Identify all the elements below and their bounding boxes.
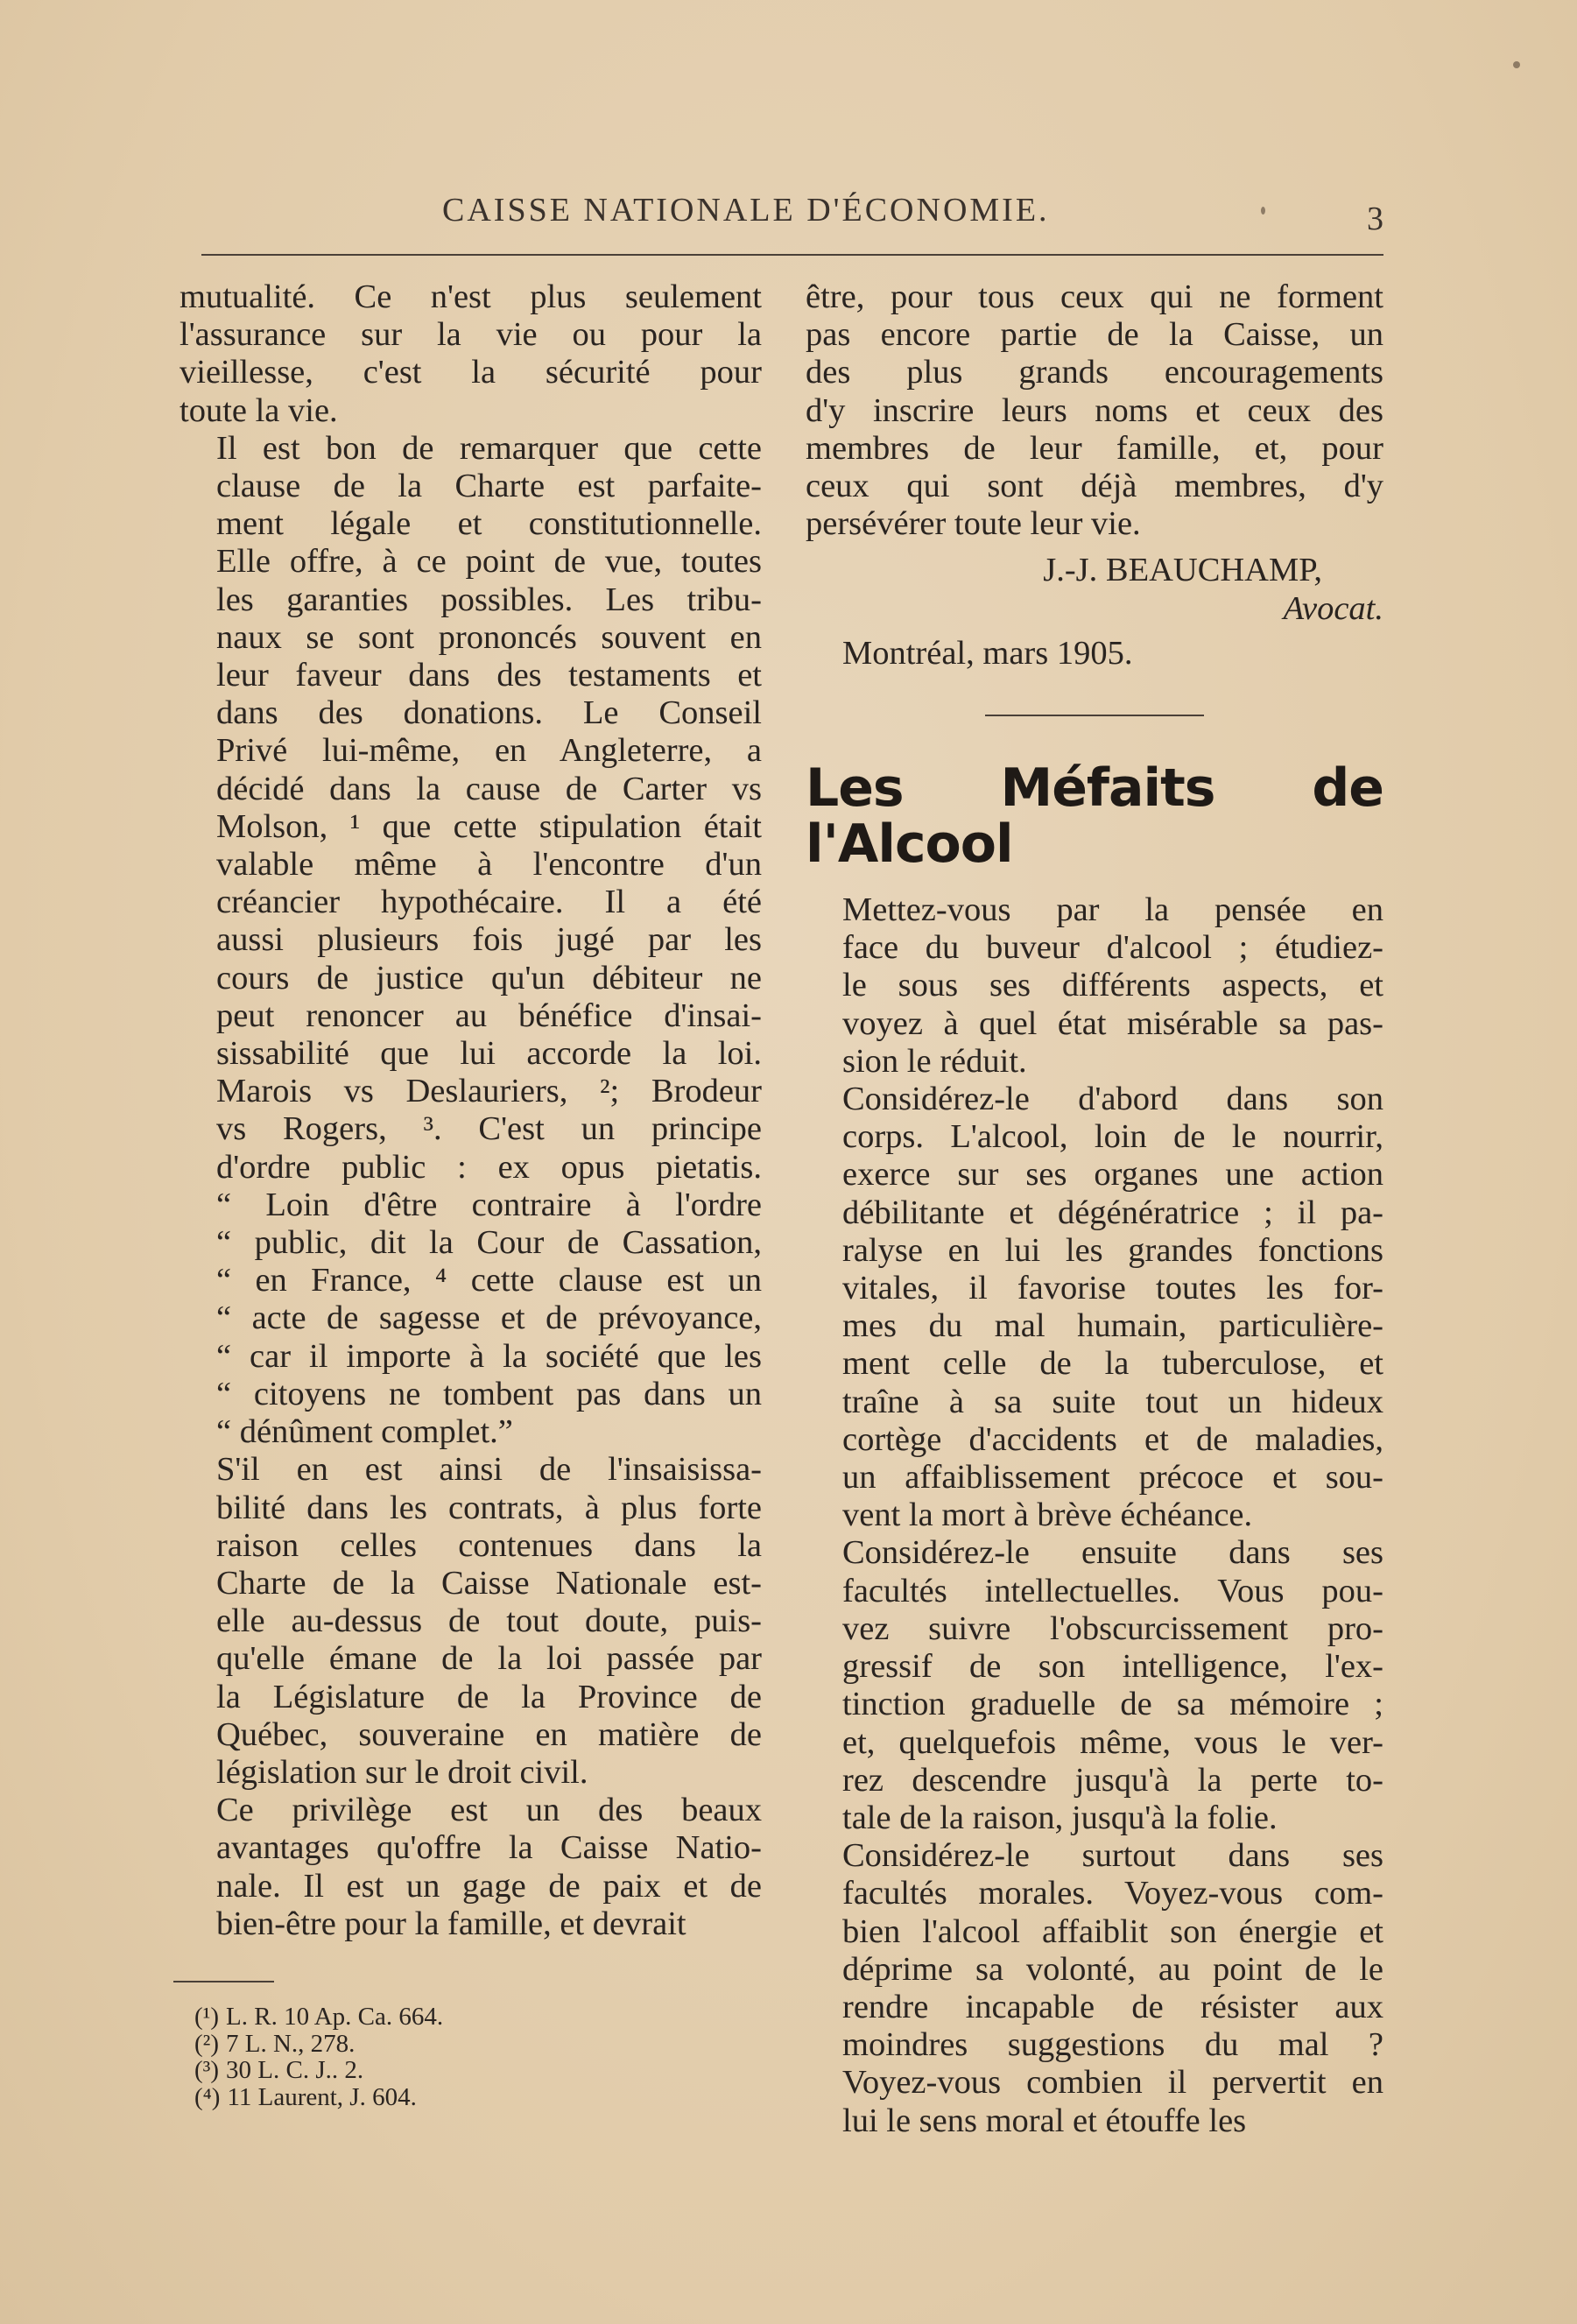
text-line: Molson, ¹ que cette stipulation était — [216, 807, 762, 845]
left-column — [180, 278, 762, 1943]
text-line: membres de leur famille, et, pour — [806, 429, 1383, 467]
text-line: Il est bon de remarquer que cette — [216, 429, 762, 467]
paragraph — [180, 1451, 762, 1792]
text-line: sion le réduit. — [842, 1042, 1027, 1080]
text-line: avantages qu'offre la Caisse Natio- — [216, 1829, 762, 1867]
signature-title: Avocat. — [1283, 589, 1383, 627]
text-line: “ citoyens ne tombent pas dans un — [216, 1375, 762, 1412]
text-line: mes du mal humain, particulière- — [842, 1307, 1383, 1345]
text-line: tinction graduelle de sa mémoire ; — [842, 1686, 1383, 1723]
footnotes — [194, 2004, 443, 2110]
text-line: Elle offre, à ce point de vue, toutes — [216, 543, 762, 581]
text-line: S'il en est ainsi de l'insaisissa- — [216, 1451, 762, 1489]
text-line: Ce privilège est un des beaux — [216, 1792, 762, 1829]
paragraph — [806, 891, 1383, 1081]
text-line: cours de justice qu'un débiteur ne — [216, 959, 762, 997]
text-line: un affaiblissement précoce et sou- — [842, 1459, 1383, 1497]
text-line: Marois vs Deslauriers, ²; Brodeur — [216, 1073, 762, 1110]
running-title: CAISSE NATIONALE D'ÉCONOMIE. — [442, 192, 1050, 229]
footnote: (²) 7 L. N., 278. — [194, 2029, 356, 2058]
paragraph — [806, 1081, 1383, 1534]
text-line: naux se sont prononcés souvent en — [216, 618, 762, 656]
text-line: voyez à quel état misérable sa pas- — [842, 1004, 1383, 1042]
paragraph — [180, 1792, 762, 1943]
running-head — [201, 191, 1383, 243]
text-line: exerce sur ses organes une action — [842, 1156, 1383, 1194]
text-line: moindres suggestions du mal ? — [842, 2026, 1383, 2064]
text-line: tale de la raison, jusqu'à la folie. — [842, 1799, 1278, 1836]
text-line: être, pour tous ceux qui ne forment — [806, 278, 1383, 315]
text-line: leur faveur dans des testaments et — [216, 657, 762, 694]
text-line: vent la mort à brève échéance. — [842, 1497, 1253, 1534]
text-line: ment légale et constitutionnelle. — [216, 505, 762, 543]
text-line: Considérez-le surtout dans ses — [842, 1837, 1383, 1875]
text-line: d'y inscrire leurs noms et ceux des — [806, 391, 1383, 429]
footnote: (³) 30 L. C. J.. 2. — [194, 2056, 364, 2084]
text-line: et, quelquefois même, vous le ver- — [842, 1723, 1383, 1761]
text-line: Québec, souveraine en matière de — [216, 1715, 762, 1753]
text-line: vieillesse, c'est la sécurité pour — [180, 354, 762, 391]
text-line: peut renoncer au bénéfice d'insai- — [216, 997, 762, 1034]
text-line: lui le sens moral et étouffe les — [842, 2102, 1247, 2139]
text-line: “ car il importe à la société que les — [216, 1337, 762, 1375]
text-line: rez descendre jusqu'à la perte to- — [842, 1761, 1383, 1799]
text-line: bien-être pour la famille, et devrait — [216, 1905, 686, 1942]
footnote: (⁴) 11 Laurent, J. 604. — [194, 2082, 417, 2111]
text-line: pas encore partie de la Caisse, un — [806, 316, 1383, 354]
header-rule — [201, 254, 1383, 256]
text-line: ment celle de la tuberculose, et — [842, 1345, 1383, 1383]
text-line: persévérer toute leur vie. — [806, 505, 1141, 543]
text-line: raison celles contenues dans la — [216, 1526, 762, 1564]
text-line: “ en France, ⁴ cette clause est un — [216, 1262, 762, 1299]
text-line: l'assurance sur la vie ou pour la — [180, 316, 762, 354]
paper-spot — [1513, 61, 1520, 68]
text-line: bilité dans les contrats, à plus forte — [216, 1489, 762, 1526]
text-line: vez suivre l'obscurcissement pro- — [842, 1609, 1383, 1647]
text-line: gressif de son intelligence, l'ex- — [842, 1648, 1383, 1686]
text-line: Considérez-le ensuite dans ses — [842, 1534, 1383, 1572]
text-line: qu'elle émane de la loi passée par — [216, 1640, 762, 1678]
text-line: clause de la Charte est parfaite- — [216, 468, 762, 505]
text-line: rendre incapable de résister aux — [842, 1988, 1383, 2025]
paragraph — [180, 278, 762, 430]
text-line: vitales, il favorise toutes les for- — [842, 1270, 1383, 1307]
article-title: Les Méfaits de l'Alcool — [806, 757, 1383, 876]
text-line: dans des donations. Le Conseil — [216, 694, 762, 732]
page-number: 3 — [1367, 201, 1383, 237]
text-line: facultés morales. Voyez-vous com- — [842, 1875, 1383, 1912]
text-line: “ public, dit la Cour de Cassation, — [216, 1224, 762, 1262]
section-rule — [985, 715, 1204, 716]
text-line: déprime sa volonté, au point de le — [842, 1950, 1383, 1988]
paragraph — [180, 430, 762, 1451]
text-line: “ Loin d'être contraire à l'ordre — [216, 1186, 762, 1223]
dateline: Montréal, mars 1905. — [842, 634, 1133, 672]
right-column — [806, 278, 1383, 2140]
text-line: ceux qui sont déjà membres, d'y — [806, 468, 1383, 505]
signature-name: J.-J. BEAUCHAMP, — [1043, 552, 1322, 589]
text-line: des plus grands encouragements — [806, 354, 1383, 391]
paragraph — [806, 278, 1383, 543]
text-line: Charte de la Caisse Nationale est- — [216, 1564, 762, 1602]
text-line: traîne à sa suite tout un hideux — [842, 1383, 1383, 1420]
text-line: mutualité. Ce n'est plus seulement — [180, 278, 762, 315]
text-line: créancier hypothécaire. Il a été — [216, 884, 762, 921]
text-line: nale. Il est un gage de paix et de — [216, 1867, 762, 1905]
text-line: valable même à l'encontre d'un — [216, 846, 762, 884]
text-line: toute la vie. — [180, 391, 338, 429]
footnote: (¹) L. R. 10 Ap. Ca. 664. — [194, 2003, 444, 2031]
text-line: Considérez-le d'abord dans son — [842, 1081, 1383, 1118]
text-line: décidé dans la cause de Carter vs — [216, 770, 762, 807]
text-line: ralyse en lui les grandes fonctions — [842, 1231, 1383, 1269]
text-line: face du buveur d'alcool ; étudiez- — [842, 929, 1383, 967]
paragraph — [806, 1534, 1383, 1837]
text-line: “ dénûment complet.” — [216, 1413, 513, 1451]
text-line: Voyez-vous combien il pervertit en — [842, 2064, 1383, 2102]
text-line: aussi plusieurs fois jugé par les — [216, 921, 762, 959]
text-line: débilitante et dégénératrice ; il pa- — [842, 1194, 1383, 1231]
text-line: la Législature de la Province de — [216, 1678, 762, 1715]
text-line: les garanties possibles. Les tribu- — [216, 581, 762, 618]
text-line: législation sur le droit civil. — [216, 1753, 588, 1791]
text-line: Privé lui-même, en Angleterre, a — [216, 732, 762, 770]
text-line: d'ordre public : ex opus pietatis. — [216, 1148, 762, 1186]
footnote-rule — [173, 1981, 274, 1982]
paragraph — [806, 1837, 1383, 2140]
text-line: “ acte de sagesse et de prévoyance, — [216, 1299, 762, 1337]
text-line: elle au-dessus de tout doute, puis- — [216, 1602, 762, 1640]
text-line: vs Rogers, ³. C'est un principe — [216, 1110, 762, 1148]
text-line: le sous ses différents aspects, et — [842, 967, 1383, 1004]
text-line: corps. L'alcool, loin de le nourrir, — [842, 1118, 1383, 1156]
text-line: sissabilité que lui accorde la loi. — [216, 1035, 762, 1073]
text-line: facultés intellectuelles. Vous pou- — [842, 1572, 1383, 1609]
text-line: Mettez-vous par la pensée en — [842, 891, 1383, 929]
text-line: cortège d'accidents et de maladies, — [842, 1420, 1383, 1458]
text-line: bien l'alcool affaiblit son énergie et — [842, 1912, 1383, 1950]
